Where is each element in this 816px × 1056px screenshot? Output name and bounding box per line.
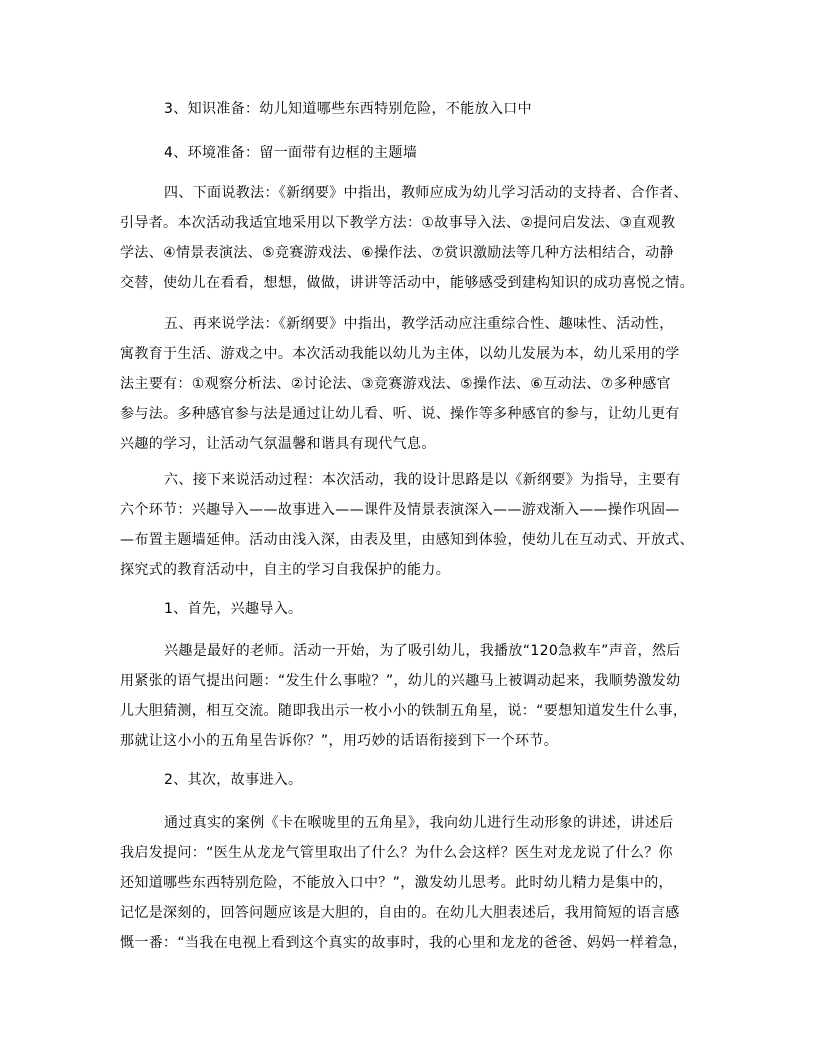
text-line: 学法、④情景表演法、⑤竞赛游戏法、⑥操作法、⑦赏识激励法等几种方法相结合，动静 [120,245,674,261]
paragraph-knowledge-prep [120,94,700,124]
text-line: 儿大胆猜测，相互交流。随即我出示一枚小小的铁制五角星，说：“要想知道发生什么事， [120,703,688,719]
text-line: 交替，使幼儿在看看，想想，做做，讲讲等活动中，能够感受到建构知识的成功喜悦之情。 [120,275,694,291]
text-line: 用紧张的语气提出问题：“发生什么事啦？”，幼儿的兴趣马上被调动起来，我顺势激发幼 [120,673,681,689]
text-line: 还知道哪些东西特别危险，不能放入口中？”，激发幼儿思考。此时幼儿精力是集中的， [120,875,673,891]
paragraph-learning-methods [120,309,700,459]
text-line: 兴趣的学习，让活动气氛温馨和谐具有现代气息。 [120,436,436,452]
text-line: 1、首先，兴趣导入。 [164,601,303,617]
text-line: 兴趣是最好的老师。活动一开始，为了吸引幼儿，我播放“120急救车”声音，然后 [164,643,681,659]
paragraph-step-2-heading [120,765,700,795]
text-line: 六个环节：兴趣导入——故事进入——课件及情景表演深入——游戏渐入——操作巩固— [120,502,680,518]
text-line: 寓教育于生活、游戏之中。本次活动我能以幼儿为主体，以幼儿发展为本，幼儿采用的学 [120,346,680,362]
text-line: 五、再来说学法：《新纲要》中指出，教学活动应注重综合性、趣味性、活动性， [164,316,674,332]
text-line: 四、下面说教法：《新纲要》中指出，教师应成为幼儿学习活动的支持者、合作者、 [164,185,688,201]
text-line: 参与法。多种感官参与法是通过让幼儿看、听、说、操作等多种感官的参与，让幼儿更有 [120,406,680,422]
text-line: —布置主题墙延伸。活动由浅入深，由表及里，由感知到体验，使幼儿在互动式、开放式、 [120,532,694,548]
text-line: 引导者。本次活动我适宜地采用以下教学方法：①故事导入法、②提问启发法、③直观教 [120,215,676,231]
paragraph-activity-process [120,465,700,585]
text-line: 2、其次，故事进入。 [164,772,303,788]
text-line: 六、接下来说活动过程：本次活动，我的设计思路是以《新纲要》为指导，主要有 [164,472,681,488]
text-line: 那就让这小小的五角星告诉你？”，用巧妙的话语衔接到下一个环节。 [120,733,559,749]
text-line: 4、环境准备：留一面带有边框的主题墙 [164,145,418,161]
text-line: 慨一番：“当我在电视上看到这个真实的故事时，我的心里和龙龙的爸爸、妈妈一样着急， [120,935,688,951]
text-line: 记忆是深刻的，回答问题应该是大胆的，自由的。在幼儿大胆表述后，我用简短的语言感 [120,905,680,921]
text-line: 3、知识准备：幼儿知道哪些东西特别危险，不能放入口中 [164,101,533,117]
text-line: 我启发提问：“医生从龙龙气管里取出了什么？为什么会这样？医生对龙龙说了什么？你 [120,845,673,861]
text-line: 探究式的教育活动中，自主的学习自我保护的能力。 [120,562,451,578]
paragraph-environment-prep [120,138,700,168]
paragraph-step-1-heading [120,594,700,624]
text-line: 通过真实的案例《卡在喉咙里的五角星》，我向幼儿进行生动形象的讲述，讲述后 [164,815,674,831]
text-line: 法主要有：①观察分析法、②讨论法、③竞赛游戏法、⑤操作法、⑥互动法、⑦多种感官 [120,376,671,392]
paragraph-teaching-methods [120,178,700,298]
paragraph-story-intro [120,808,700,958]
paragraph-interest-intro [120,636,700,756]
